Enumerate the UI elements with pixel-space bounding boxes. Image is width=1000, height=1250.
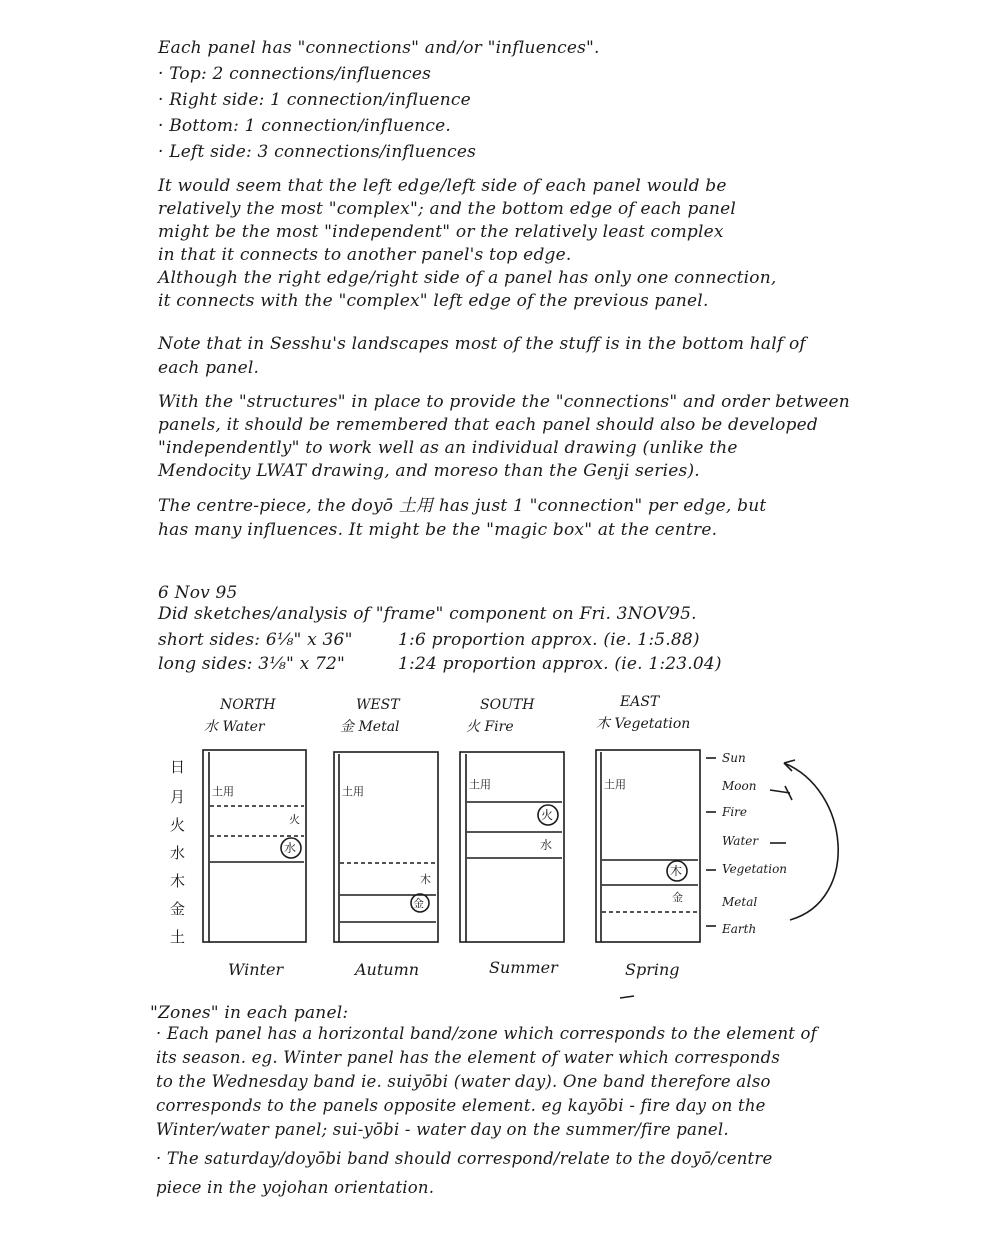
day-char-metal: 金 bbox=[170, 900, 186, 918]
short-sides-label: short sides: 6⅛" x 36" bbox=[158, 630, 353, 650]
day-char-moon: 月 bbox=[170, 788, 186, 806]
season-spring: Spring bbox=[625, 960, 680, 979]
day-char-earth: 土 bbox=[170, 928, 186, 946]
legend-earth: Earth bbox=[722, 922, 757, 936]
panel-inner-char-west: 木 bbox=[420, 873, 431, 886]
panel-element-north: 水 Water bbox=[204, 719, 265, 735]
paragraph-line: It would seem that the left edge/left side of each panel would be bbox=[158, 176, 727, 196]
zones-line: piece in the yojohan orientation. bbox=[156, 1178, 435, 1197]
legend-fire: Fire bbox=[722, 805, 748, 819]
paragraph-line: relatively the most "complex"; and the bottom edge of each panel bbox=[158, 199, 737, 219]
panel-circle-char-east: 木 bbox=[670, 864, 683, 878]
paragraph-line: has many influences. It might be the "magic box" at the centre. bbox=[158, 520, 718, 540]
paragraph-line: Mendocity LWAT drawing, and moreso than the Genji series). bbox=[158, 461, 700, 481]
panel-inner-char-north: 火 bbox=[289, 813, 300, 826]
entry-date: 6 Nov 95 bbox=[158, 583, 238, 603]
zones-line: · Each panel has a horizontal band/zone which corresponds to the element of bbox=[156, 1024, 817, 1043]
zones-line: to the Wednesday band ie. suiyōbi (water day). One band therefore also bbox=[156, 1072, 771, 1091]
paragraph-line: With the "structures" in place to provide the "connections" and order between bbox=[158, 392, 850, 412]
day-char-water: 水 bbox=[170, 844, 186, 862]
intro-item-top: · Top: 2 connections/influences bbox=[158, 64, 432, 84]
paragraph-line: it connects with the "complex" left edge of the previous panel. bbox=[158, 291, 709, 311]
panel-frame-west bbox=[334, 752, 438, 942]
paragraph-line: in that it connects to another panel's top edge. bbox=[158, 245, 572, 265]
paragraph-line: might be the most "independent" or the relatively least complex bbox=[158, 222, 724, 242]
season-winter: Winter bbox=[228, 960, 284, 979]
legend-moon: Moon bbox=[722, 779, 757, 793]
paragraph-line: each panel. bbox=[158, 358, 260, 378]
day-char-fire: 火 bbox=[170, 816, 186, 834]
paragraph-line: "independently" to work well as an individual drawing (unlike the bbox=[158, 438, 738, 458]
long-sides-label: long sides: 3⅛" x 72" bbox=[158, 654, 346, 674]
panel-inner-char-east: 金 bbox=[672, 891, 683, 904]
zones-notes bbox=[156, 1024, 817, 1202]
zones-line: corresponds to the panels opposite element. eg kayōbi - fire day on the bbox=[156, 1096, 766, 1115]
day-char-wood: 木 bbox=[170, 872, 186, 890]
paragraph-line: panels, it should be remembered that each panel should also be developed bbox=[158, 415, 818, 435]
panel-element-west: 金 Metal bbox=[340, 719, 400, 735]
panel-element-east: 木 Vegetation bbox=[596, 716, 691, 732]
panel-direction-south: SOUTH bbox=[480, 697, 535, 713]
panel-inner-char-south: 水 bbox=[540, 838, 553, 852]
panel-direction-east: EAST bbox=[620, 694, 660, 710]
zones-heading: "Zones" in each panel: bbox=[150, 1003, 349, 1023]
season-summer: Summer bbox=[489, 958, 558, 977]
panel-direction-north: NORTH bbox=[220, 697, 276, 713]
panel-direction-west: WEST bbox=[356, 697, 400, 713]
season-autumn: Autumn bbox=[355, 960, 420, 979]
panel-mark-east: 土用 bbox=[604, 778, 626, 791]
intro-heading: Each panel has "connections" and/or "influences". bbox=[158, 38, 600, 58]
short-sides-proportion: 1:6 proportion approx. (ie. 1:5.88) bbox=[398, 630, 700, 650]
panel-mark-west: 土用 bbox=[342, 785, 364, 798]
legend-water: Water bbox=[722, 834, 759, 848]
entry-sketches-line: Did sketches/analysis of "frame" component on Fri. 3NOV95. bbox=[158, 604, 697, 624]
legend-sun: Sun bbox=[722, 751, 746, 765]
panel-mark-north: 土用 bbox=[212, 785, 234, 798]
paragraph-line: Although the right edge/right side of a panel has only one connection, bbox=[158, 268, 777, 288]
intro-item-left: · Left side: 3 connections/influences bbox=[158, 142, 477, 162]
legend-metal: Metal bbox=[722, 895, 758, 909]
intro-item-right: · Right side: 1 connection/influence bbox=[158, 90, 471, 110]
panel-element-south: 火 Fire bbox=[466, 719, 514, 735]
panel-circle-char-west: 金 bbox=[413, 897, 424, 910]
paragraph-line: Note that in Sesshu's landscapes most of the stuff is in the bottom half of bbox=[158, 334, 806, 354]
long-sides-proportion: 1:24 proportion approx. (ie. 1:23.04) bbox=[398, 654, 722, 674]
paragraph-line: The centre-piece, the doyō 土用 has just 1 "connection" per edge, but bbox=[158, 496, 767, 516]
intro-item-bottom: · Bottom: 1 connection/influence. bbox=[158, 116, 451, 136]
panel-circle-char-north: 水 bbox=[284, 841, 297, 855]
zones-line: · The saturday/doyōbi band should correspond/relate to the doyō/centre bbox=[156, 1149, 773, 1168]
day-char-sun: 日 bbox=[170, 758, 186, 776]
zones-line: its season. eg. Winter panel has the element of water which corresponds bbox=[156, 1048, 781, 1067]
panel-circle-char-south: 火 bbox=[541, 808, 554, 822]
zones-line: Winter/water panel; sui-yōbi - water day on the summer/fire panel. bbox=[156, 1120, 729, 1139]
legend-vegetation: Vegetation bbox=[722, 862, 788, 876]
panel-mark-south: 土用 bbox=[469, 778, 491, 791]
